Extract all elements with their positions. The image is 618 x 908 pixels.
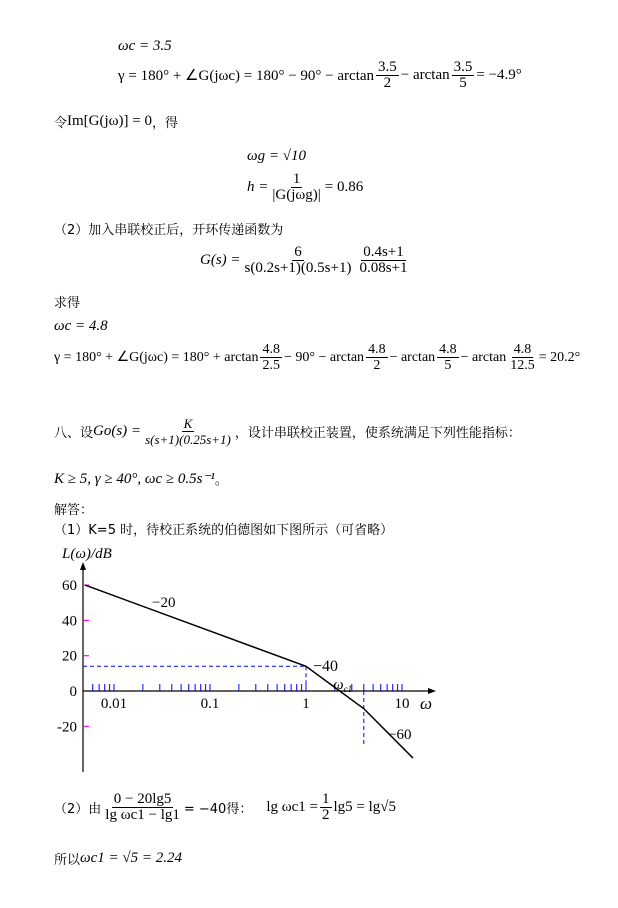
eq-text: Im[G(jω)] = 0 <box>67 113 152 129</box>
den: lg ωc1 − lg1 <box>105 807 180 823</box>
eq-text: = −40得： <box>183 802 253 817</box>
y-axis-arrow-icon <box>80 562 86 570</box>
den: 5 <box>444 358 452 373</box>
text: （2）由 <box>54 802 102 817</box>
num: 0 − 20lg5 <box>113 791 172 807</box>
fraction <box>437 342 459 373</box>
line-im-condition <box>54 112 178 131</box>
den: 5 <box>459 75 467 91</box>
fraction <box>366 342 388 373</box>
fraction <box>243 245 354 276</box>
paragraph-result: 求得 <box>54 296 81 311</box>
den: 2 <box>373 358 381 373</box>
fraction <box>270 172 322 203</box>
fraction <box>452 60 475 91</box>
equation-h <box>247 172 363 203</box>
slope-label: −60 <box>388 727 412 743</box>
x-tick-label: 0.01 <box>100 696 128 712</box>
eq-text: − 90° − arctan <box>283 349 365 365</box>
text: 。 <box>214 473 228 488</box>
den: 2 <box>322 807 330 823</box>
fraction <box>260 342 282 373</box>
eq-text: ωc = 4.8 <box>54 318 108 334</box>
equation-G-s <box>200 245 412 276</box>
fraction <box>320 792 332 823</box>
eq-text: γ = 180° + ∠G(jωc) = 180° − 90° − arctan <box>118 68 375 84</box>
equation-omega-c-2 <box>54 318 108 335</box>
paragraph-step2: （2）加入串联校正后，开环传递函数为 <box>54 223 284 238</box>
y-tick-label: 60 <box>62 578 77 595</box>
num: 4.8 <box>368 342 386 357</box>
num: 4.8 <box>439 342 457 357</box>
fraction <box>508 342 537 373</box>
num: 3.5 <box>378 59 397 75</box>
y-tick-label: -20 <box>57 719 77 736</box>
text: ，设计串联校正装置，使系统满足下列性能指标： <box>234 426 521 441</box>
eq-text: = 0.86 <box>324 179 364 195</box>
magnitude-curve <box>85 585 413 758</box>
fraction <box>103 792 182 823</box>
eq-text: ωc = 3.5 <box>118 38 172 54</box>
eq-text: G(s) = <box>200 252 241 268</box>
num: 6 <box>294 244 302 260</box>
eq-text: ωg = √10 <box>247 148 306 164</box>
equation-gamma-1 <box>118 60 522 91</box>
num: 0.4s+1 <box>363 244 404 260</box>
eq-text: = −4.9° <box>476 67 522 83</box>
text: 所以 <box>54 853 81 868</box>
slope-label: −40 <box>313 658 339 675</box>
bode-plot <box>0 540 618 780</box>
num: 4.8 <box>262 342 280 357</box>
eq-text: − arctan <box>400 67 450 83</box>
y-tick-label: 20 <box>62 648 77 665</box>
den: 2.5 <box>262 358 280 373</box>
text: 八、设 <box>54 426 94 441</box>
paragraph-step1: （1）K=5 时，待校正系统的伯德图如下图所示（可省略） <box>54 523 394 538</box>
step2-derivation <box>54 792 396 823</box>
den: 0.08s+1 <box>359 260 408 276</box>
den: s(s+1)(0.25s+1) <box>145 432 231 447</box>
text: ，得 <box>152 116 179 131</box>
eq-text: h = <box>247 179 269 195</box>
text: 令 <box>54 116 68 131</box>
y-tick-label: 40 <box>62 613 77 630</box>
eq-text: − arctan <box>389 349 436 365</box>
eq-text: − arctan <box>460 349 507 365</box>
equation-omega-c <box>118 38 172 55</box>
crossover-label: $\omega_{c1}$ <box>333 677 353 694</box>
eq-text: = 20.2° <box>538 349 581 365</box>
y-tick-label: 0 <box>69 684 77 700</box>
eq-text: lg5 = lg√5 <box>333 799 397 815</box>
y-axis-label: L(ω)/dB <box>62 546 112 562</box>
conclusion-line <box>54 849 182 868</box>
eq-text: γ = 180° + ∠G(jωc) = 180° + arctan <box>54 350 259 365</box>
eq-text: ωc1 = √5 = 2.24 <box>80 850 182 866</box>
equation-gamma-2 <box>54 342 580 373</box>
eq-text: K ≥ 5, γ ≥ 40°, ωc ≥ 0.5s⁻¹ <box>54 471 215 487</box>
den: 2 <box>383 75 392 91</box>
fraction <box>357 245 409 276</box>
num: 1 <box>292 171 301 187</box>
num: 4.8 <box>513 342 532 357</box>
answer-heading: 解答： <box>54 503 94 518</box>
eq-text: Go(s) = <box>93 423 142 439</box>
num: 1 <box>322 791 330 807</box>
num: K <box>183 416 193 431</box>
spec-line <box>54 469 228 488</box>
problem-8 <box>54 416 521 447</box>
den: s(0.2s+1)(0.5s+1) <box>244 260 352 276</box>
den: 12.5 <box>510 358 535 373</box>
fraction <box>143 416 233 447</box>
eq-text: lg ωc1 = <box>266 799 318 815</box>
num: 3.5 <box>453 59 473 75</box>
x-tick-label: 1 <box>302 696 310 712</box>
den: |G(jωg)| <box>272 187 321 203</box>
equation-omega-g <box>247 148 306 165</box>
slope-label: −20 <box>152 595 176 611</box>
x-tick-label: 0.1 <box>200 696 220 712</box>
x-tick-label: 10 <box>394 696 410 712</box>
x-axis-label: ω <box>420 694 433 713</box>
fraction <box>376 60 399 91</box>
